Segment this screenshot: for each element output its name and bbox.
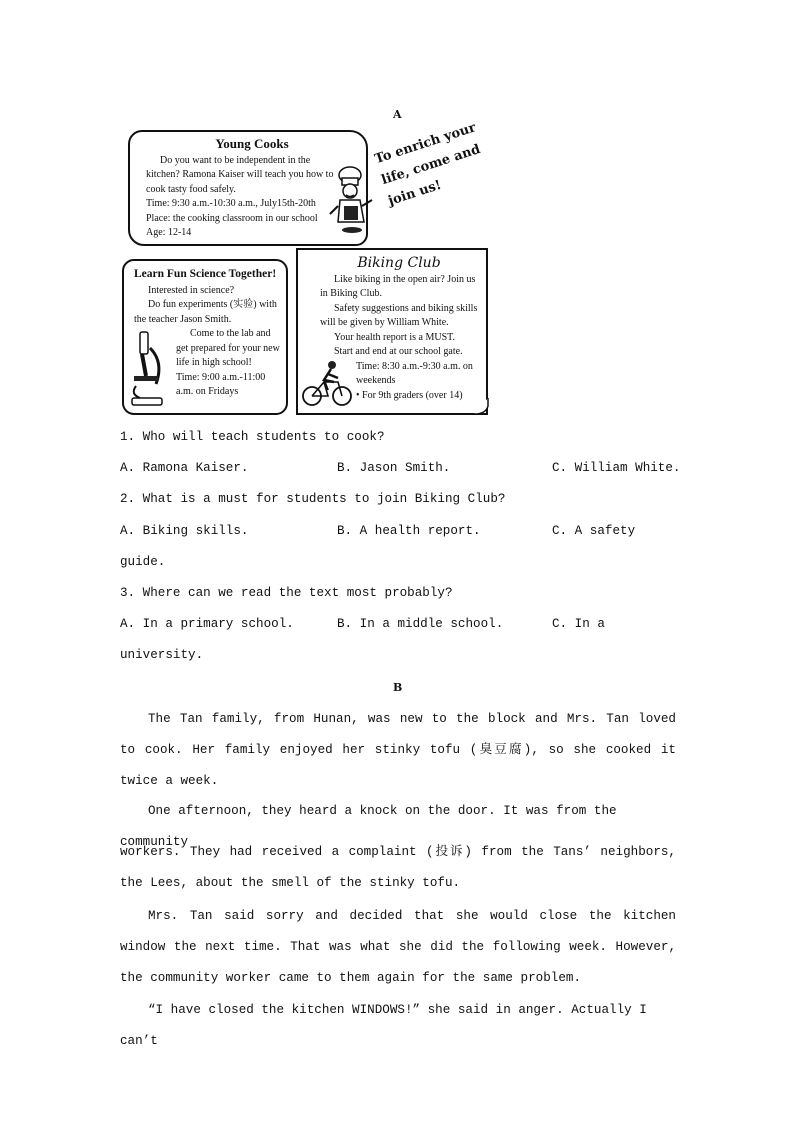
biking-line-4: Start and end at our school gate. xyxy=(334,346,463,357)
paragraph-1-text: The Tan family, from Hunan, was new to the block and Mrs. Tan loved to cook. Her family enjoyed her stinky tofu (臭豆腐), so she cooked it twice a week. xyxy=(120,712,676,788)
passage-paragraph-2b xyxy=(120,837,676,899)
young-cooks-title: Young Cooks xyxy=(215,136,289,151)
passage-paragraph-1 xyxy=(120,704,676,797)
question-1: 1. Who will teach students to cook? xyxy=(120,430,385,444)
cyclist-illustration xyxy=(302,360,352,408)
q2-option-c: C. A safety xyxy=(552,524,636,538)
q1-option-a: A. Ramona Kaiser. xyxy=(120,461,249,475)
biking-line-1: Like biking in the open air? Join us in Biking Club. xyxy=(320,273,476,299)
young-cooks-body: Do you want to be independent in the kitchen? Ramona Kaiser will teach you how to cook tasty food safely. xyxy=(146,154,334,195)
science-line-3: Come to the lab and get prepared for your new life in high school! xyxy=(176,328,280,368)
section-a-label: A xyxy=(393,108,402,121)
passage-paragraph-3 xyxy=(120,901,676,994)
science-time: Time: 9:00 a.m.-11:00 a.m. on Fridays xyxy=(176,371,266,397)
microscope-illustration xyxy=(128,330,166,408)
q1-option-b: B. Jason Smith. xyxy=(337,461,451,475)
young-cooks-time: Time: 9:30 a.m.-10:30 a.m., July15th-20th xyxy=(146,198,316,209)
question-2: 2. What is a must for students to join Biking Club? xyxy=(120,492,506,506)
young-cooks-age: Age: 12-14 xyxy=(146,227,192,238)
q2-option-a: A. Biking skills. xyxy=(120,524,249,538)
young-cooks-place: Place: the cooking classroom in our school xyxy=(146,212,318,224)
slogan: To enrich your life, come and join us! xyxy=(372,120,483,209)
science-line-2: Do fun experiments (实验) with the teacher Jason Smith. xyxy=(134,299,277,325)
paragraph-2b-text: workers. They had received a complaint (投诉) from the Tans’ neighbors, the Lees, about the smell of the stinky tofu. xyxy=(120,845,676,890)
paragraph-2a-text: One afternoon, they heard a knock on the door. It was from the community xyxy=(120,804,617,849)
q3-option-c-continued: university. xyxy=(120,648,204,662)
paragraph-4-text: “I have closed the kitchen WINDOWS!” she said in anger. Actually I can’t xyxy=(120,1003,647,1048)
q3-option-a: A. In a primary school. xyxy=(120,617,294,631)
biking-title: Biking Club xyxy=(357,255,441,271)
q3-option-b: B. In a middle school. xyxy=(337,617,504,631)
passage-paragraph-4 xyxy=(120,995,676,1057)
q2-option-c-continued: guide. xyxy=(120,555,166,569)
science-line-1: Interested in science? xyxy=(148,284,235,296)
biking-line-2: Safety suggestions and biking skills will be given by William White. xyxy=(320,302,478,328)
paragraph-3-text: Mrs. Tan said sorry and decided that she would close the kitchen window the next time. That was what she did the following week. However, the community worker came to them again for the same problem. xyxy=(120,909,676,985)
page-curl-icon xyxy=(472,398,490,416)
biking-time: Time: 8:30 a.m.-9:30 a.m. on weekends xyxy=(356,360,473,386)
biking-grade: • For 9th graders (over 14) xyxy=(356,389,463,401)
chef-illustration xyxy=(328,166,376,236)
section-b-label: B xyxy=(393,681,403,694)
science-title: Learn Fun Science Together! xyxy=(134,268,277,280)
q1-option-c: C. William White. xyxy=(552,461,681,475)
question-3: 3. Where can we read the text most probably? xyxy=(120,586,453,600)
biking-line-3: Your health report is a MUST. xyxy=(334,331,456,343)
q3-option-c: C. In a xyxy=(552,617,605,631)
q2-option-b: B. A health report. xyxy=(337,524,481,538)
